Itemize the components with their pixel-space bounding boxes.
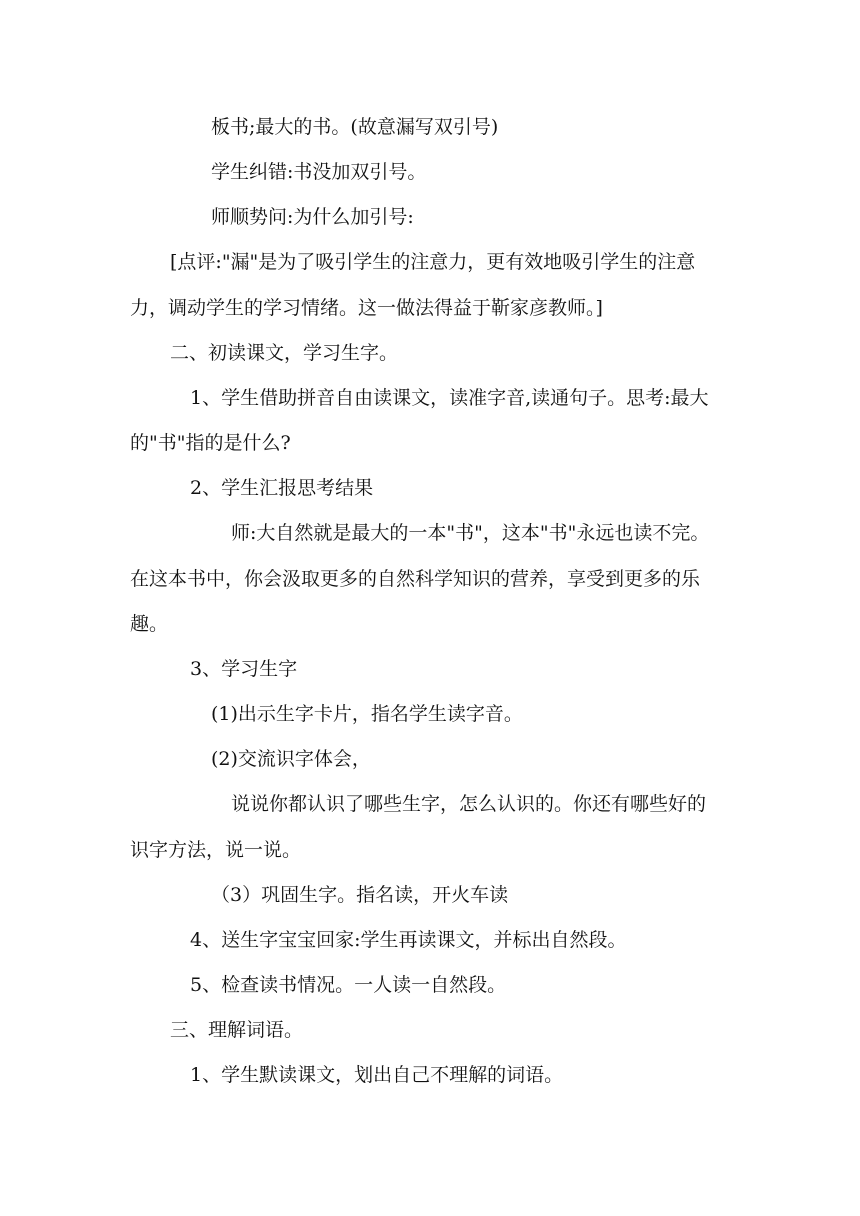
text-line: 5、检查读书情况。一人读一自然段。 bbox=[190, 974, 507, 996]
text-line: 1、学生借助拼音自由读课文，读准字音,读通句子。思考:最大 bbox=[190, 387, 709, 409]
text-line: 师顺势问:为什么加引号: bbox=[211, 206, 414, 228]
text-line: 1、学生默读课文，划出自己不理解的词语。 bbox=[190, 1064, 564, 1086]
commentary-line: [点评:"漏"是为了吸引学生的注意力，更有效地吸引学生的注意 bbox=[170, 251, 696, 273]
text-line: 趣。 bbox=[130, 613, 169, 635]
text-line: 识字方法，说一说。 bbox=[130, 839, 302, 861]
text-line: 的"书"指的是什么? bbox=[130, 432, 291, 454]
commentary-line: 力，调动学生的学习情绪。这一做法得益于靳家彦教师。] bbox=[130, 297, 603, 319]
text-line: 学生纠错:书没加双引号。 bbox=[211, 161, 427, 183]
text-line: 说说你都认识了哪些生字，怎么认识的。你还有哪些好的 bbox=[231, 793, 707, 815]
text-line: 3、学习生字 bbox=[190, 658, 298, 680]
text-line: (1)出示生字卡片，指名学生读字音。 bbox=[211, 703, 523, 725]
text-line: 2、学生汇报思考结果 bbox=[190, 477, 374, 499]
section-heading: 三、理解词语。 bbox=[170, 1019, 304, 1041]
text-line: 在这本书中，你会汲取更多的自然科学知识的营养，享受到更多的乐 bbox=[130, 568, 701, 590]
text-line: (2)交流识字体会， bbox=[211, 748, 371, 770]
section-heading: 二、初读课文，学习生字。 bbox=[170, 342, 399, 364]
text-line: （3）巩固生字。指名读，开火车读 bbox=[211, 884, 509, 906]
text-line: 4、送生字宝宝回家:学生再读课文，并标出自然段。 bbox=[190, 929, 627, 951]
text-line: 师:大自然就是最大的一本"书"，这本"书"永远也读不完。 bbox=[231, 522, 710, 544]
text-line: 板书;最大的书。(故意漏写双引号) bbox=[211, 116, 499, 138]
